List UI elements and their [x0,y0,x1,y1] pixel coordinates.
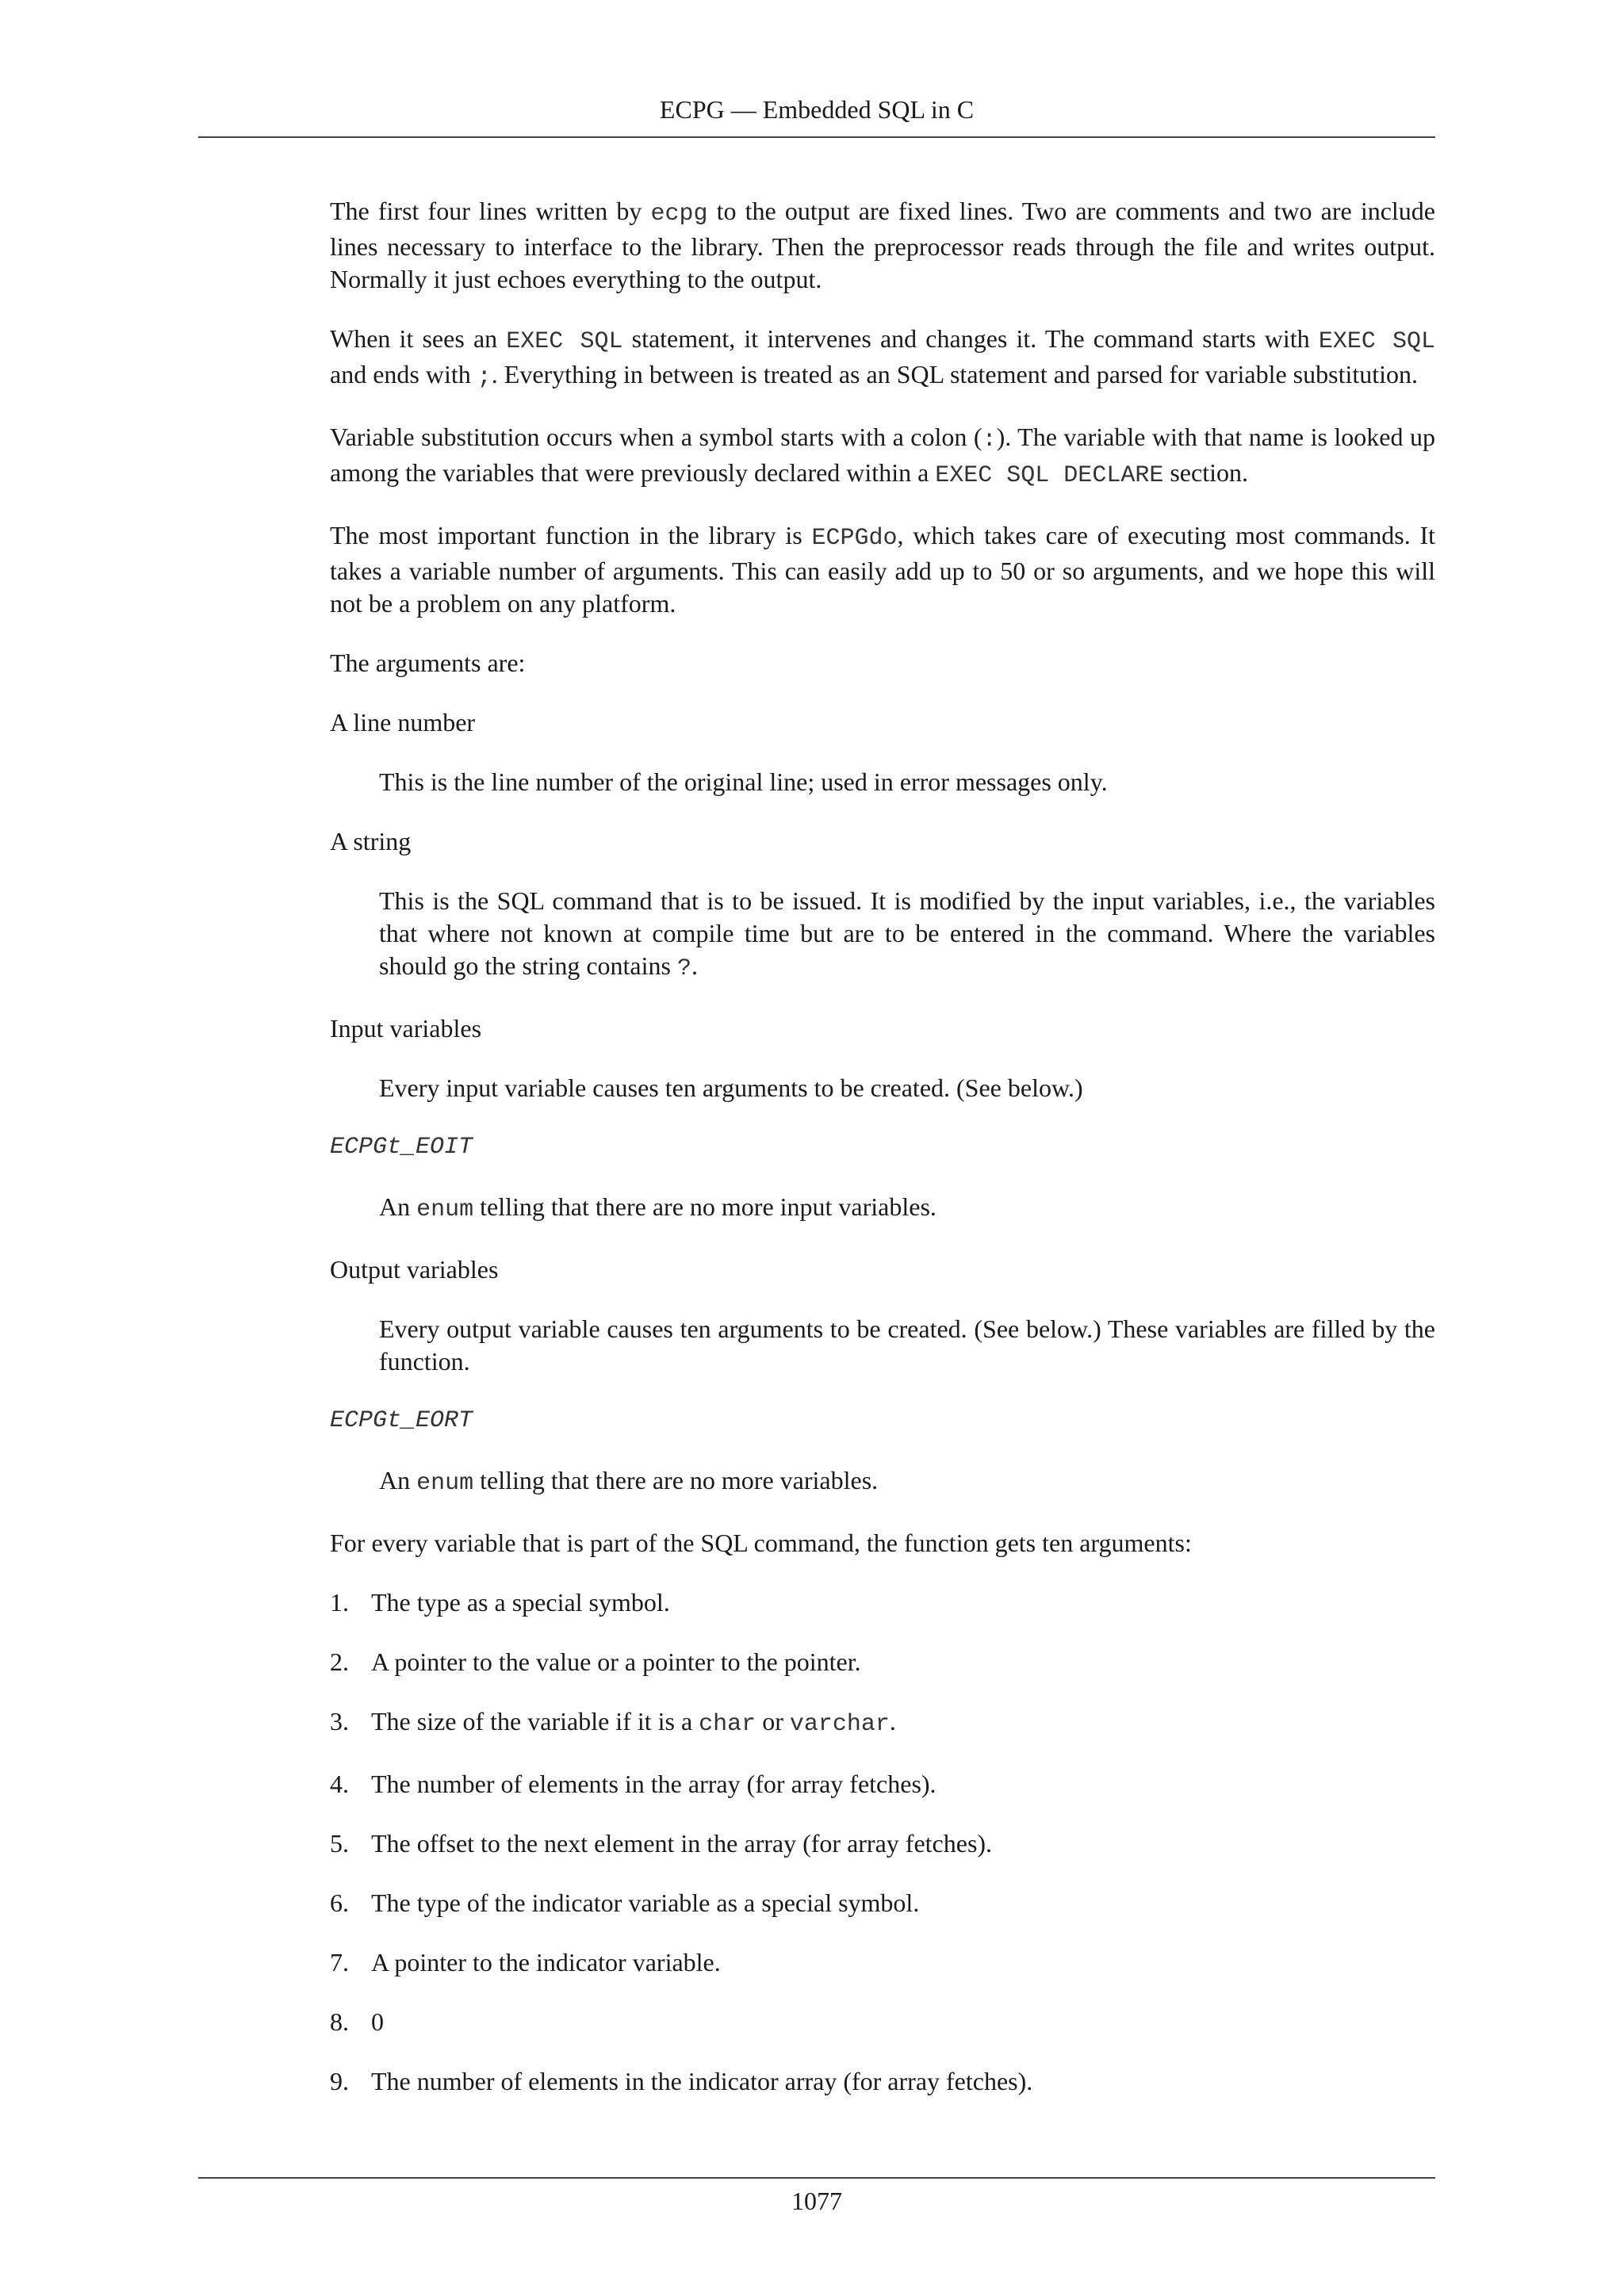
definition-input-variables: Every input variable causes ten arguments to be created. (See below.) [379,1073,1083,1102]
list-item: 5. The offset to the next element in the array (for array fetches). [330,1829,993,1858]
definition-ecpgt-eoit: An enum telling that there are no more input variables. [379,1192,936,1223]
code-colon: : [982,427,997,453]
term-string: A string [330,827,412,855]
paragraph-ecpg-output: The first four lines written by ecpg to the output are fixed lines. Two are comments and two are include lines necessary to interface to the library. Then the preprocessor reads through the file and writes output. Normally it just echoes everything to the output. [330,197,1436,293]
list-item: 9. The number of elements in the indicator array (for array fetches). [330,2067,1033,2095]
definition-string: This is the SQL command that is to be issued. It is modified by the input variables, i.e., the variables that where not known at compile time but are to be entered in the command. Where the variables should go the string contains ?. [379,886,1435,982]
definition-line-number: This is the line number of the original line; used in error messages only. [379,767,1108,796]
code-exec-sql-declare: EXEC SQL DECLARE [935,462,1164,489]
code-question-mark: ? [676,955,691,982]
term-output-variables: Output variables [330,1255,499,1284]
list-item: 2. A pointer to the value or a pointer to the pointer. [330,1647,861,1676]
header-rule [198,136,1435,138]
definition-output-variables: Every output variable causes ten arguments to be created. (See below.) These variables are filled by the function. [379,1314,1435,1376]
code-exec-sql: EXEC SQL [506,328,623,355]
definition-ecpgt-eort: An enum telling that there are no more variables. [379,1466,879,1497]
list-item: 4. The number of elements in the array (for array fetches). [330,1770,936,1798]
list-item: 3. The size of the variable if it is a char or varchar. [330,1707,896,1738]
paragraph-exec-sql: When it sees an EXEC SQL statement, it intervenes and changes it. The command starts with EXEC SQL and ends with ;. Everything in between is treated as an SQL statement and parsed for variable substitution. [330,324,1435,391]
list-item: 6. The type of the indicator variable as a special symbol. [330,1888,920,1917]
paragraph-variable-substitution: Variable substitution occurs when a symbol starts with a colon (:). The variable with that name is looked up among the variables that were previously declared within a EXEC SQL DECLARE section. [330,423,1436,489]
code-varchar: varchar [789,1711,890,1738]
term-ecpgt-eort: ECPGt_EORT [330,1407,473,1434]
page-number: 1077 [791,2187,842,2215]
term-input-variables: Input variables [330,1014,482,1043]
paragraph-ten-arguments: For every variable that is part of the SQL command, the function gets ten arguments: [330,1529,1192,1557]
term-line-number: A line number [330,708,476,737]
code-exec-sql-2: EXEC SQL [1318,328,1435,355]
code-char: char [699,1711,756,1738]
code-ecpg: ecpg [650,201,708,228]
paragraph-arguments-intro: The arguments are: [330,649,526,677]
code-ecpgdo: ECPGdo [811,525,898,552]
list-item: 1. The type as a special symbol. [330,1588,670,1617]
list-item: 7. A pointer to the indicator variable. [330,1948,721,1976]
argument-list [330,1586,1435,2098]
paragraph-ecpgdo: The most important function in the library is ECPGdo, which takes care of executing most commands. It takes a variable number of arguments. This can easily add up to 50 or so arguments, and we hope this will not be a problem on any platform. [330,521,1436,618]
running-header: ECPG — Embedded SQL in C [659,95,975,124]
code-semicolon: ; [477,364,492,391]
code-enum: enum [416,1196,474,1223]
code-enum-2: enum [416,1470,474,1497]
term-ecpgt-eoit: ECPGt_EOIT [330,1134,473,1161]
footer-rule [198,2177,1435,2179]
list-item: 8. 0 [330,2007,384,2036]
page-body [330,195,1435,2125]
